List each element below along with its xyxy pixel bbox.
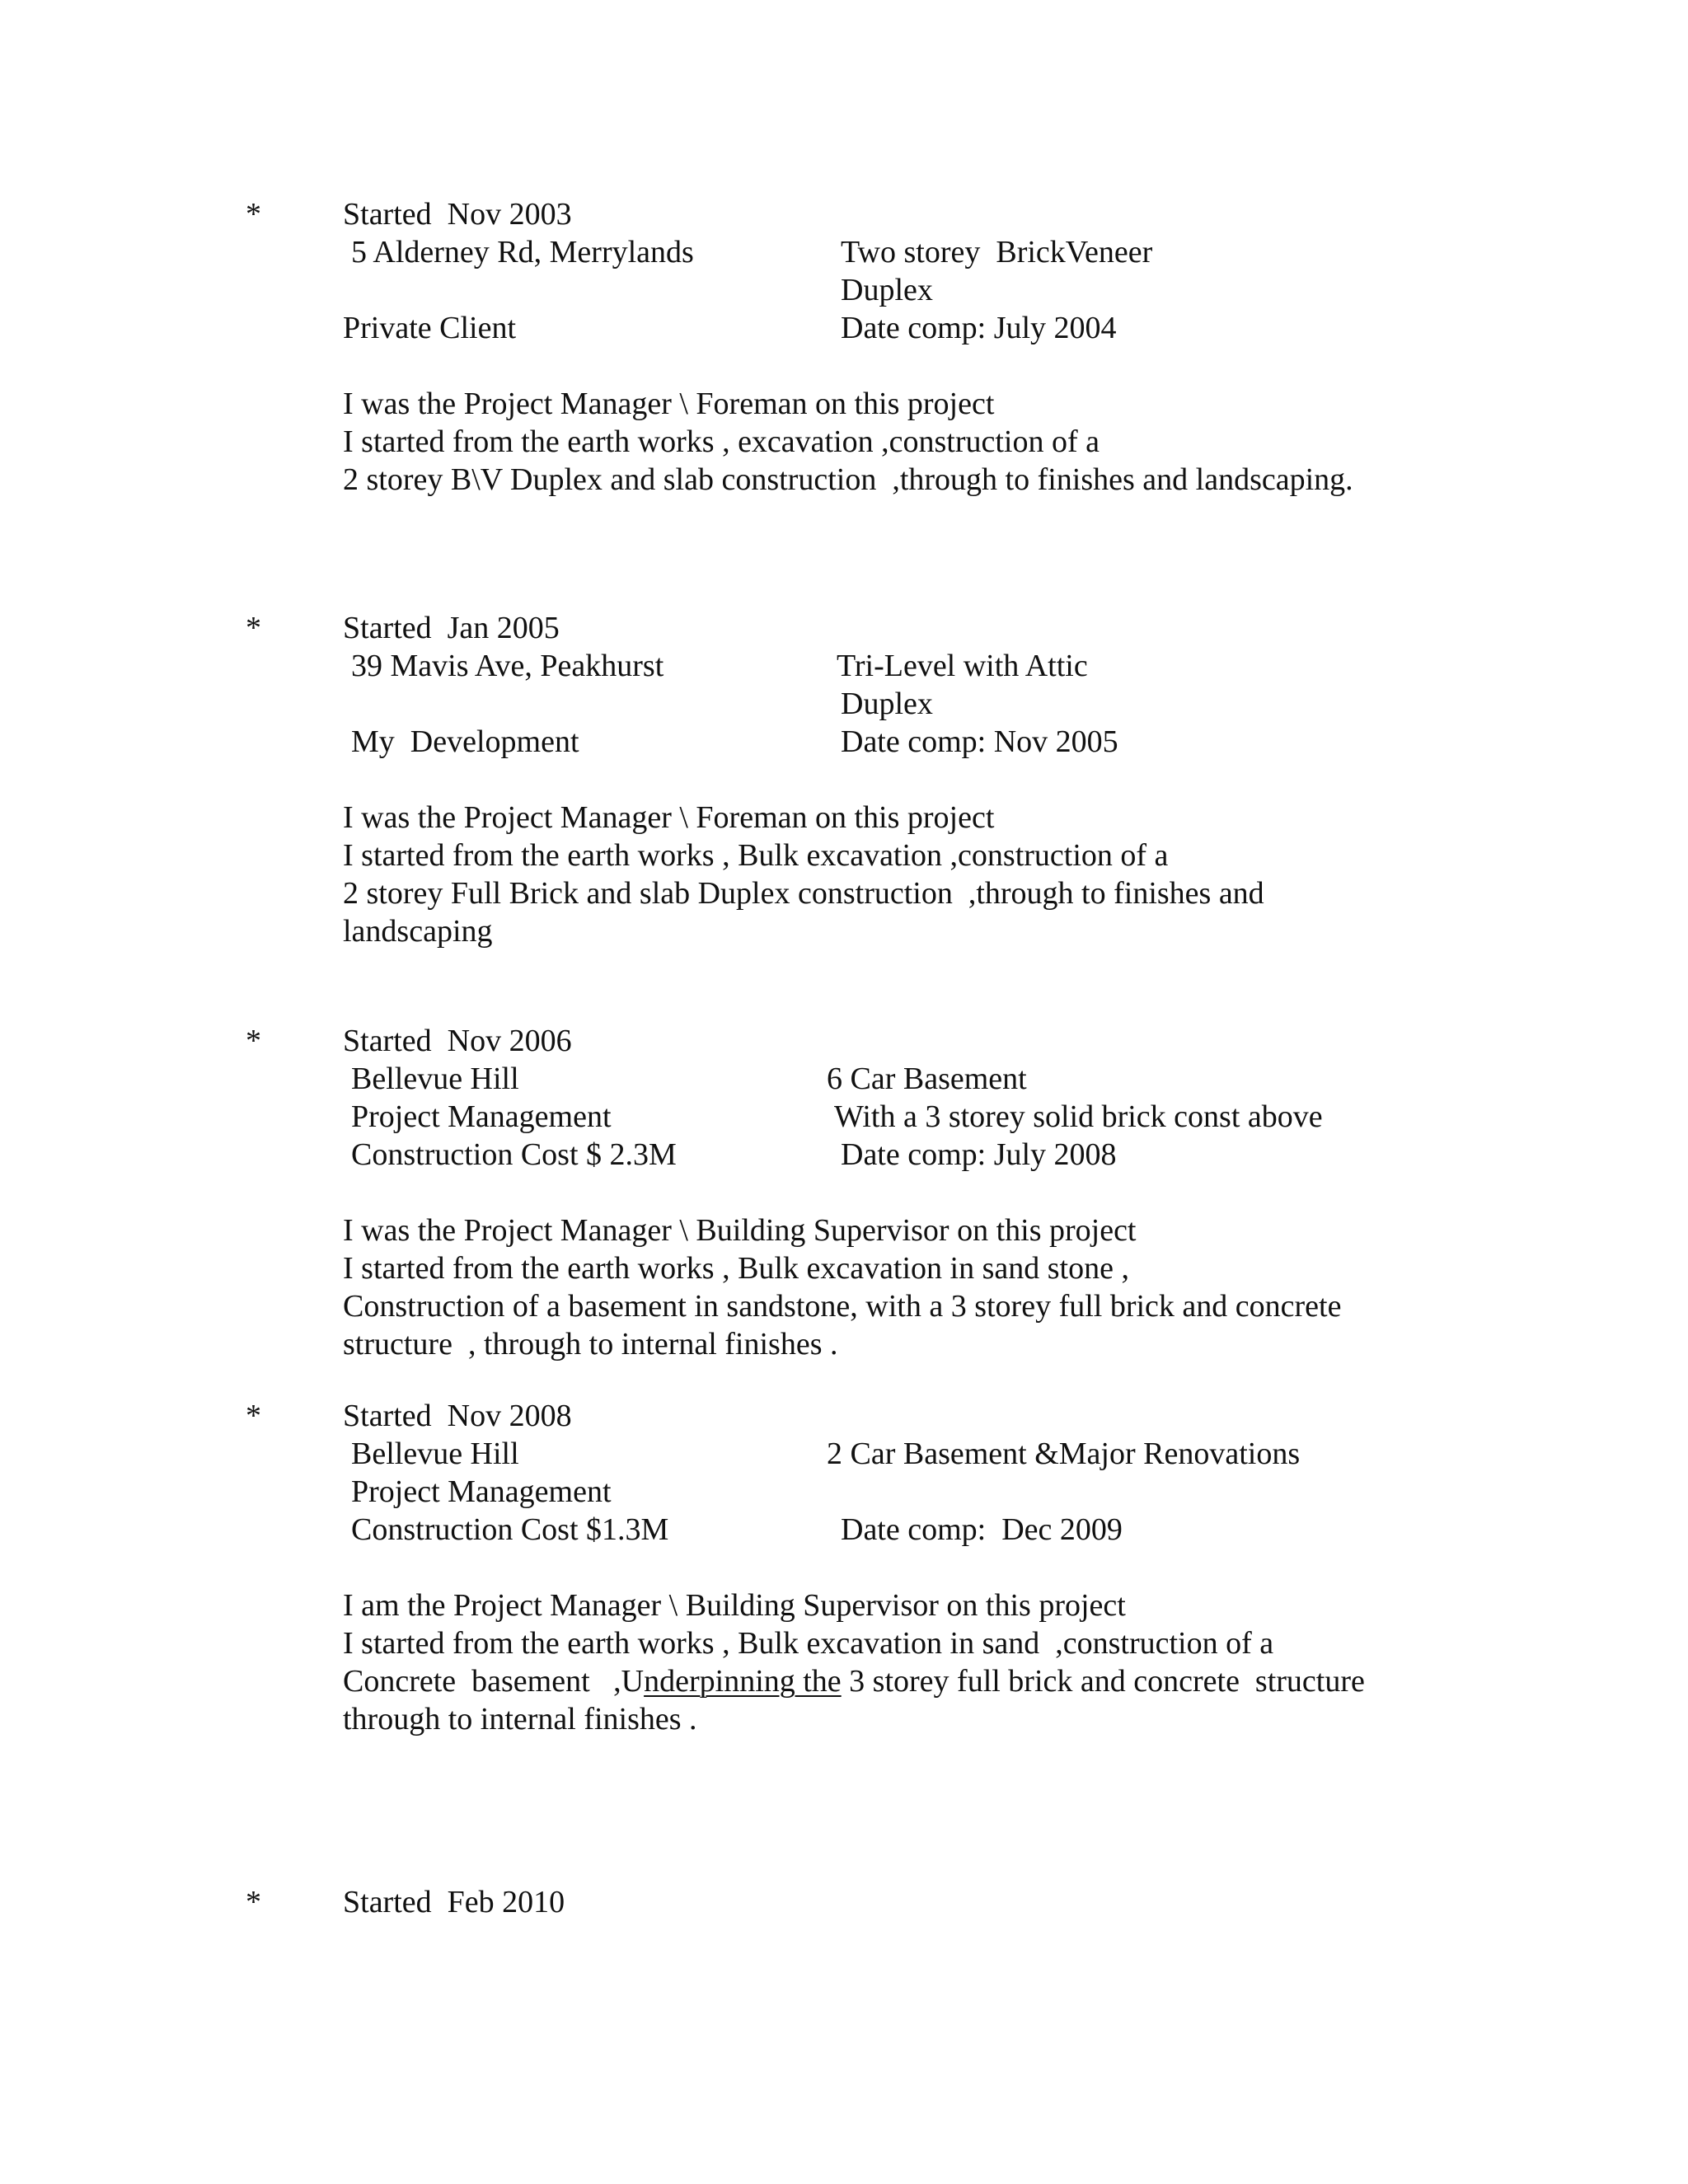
description-line: Construction of a basement in sandstone, with a 3 storey full brick and concrete: [343, 1289, 1342, 1324]
bullet-marker: *: [246, 197, 261, 232]
started-date: Started Nov 2003: [343, 197, 572, 232]
started-date: Started Feb 2010: [343, 1885, 565, 1919]
project-location: Bellevue Hill: [351, 1062, 519, 1096]
bullet-marker: *: [246, 1885, 261, 1919]
description-line: I started from the earth works , excavation ,construction of a: [343, 424, 1100, 459]
project-role: Project Management: [351, 1474, 612, 1509]
date-completed: Date comp: Nov 2005: [841, 724, 1118, 759]
description-line: structure , through to internal finishes .: [343, 1327, 838, 1361]
description-line: I started from the earth works , Bulk excavation in sand stone ,: [343, 1251, 1129, 1286]
started-date: Started Nov 2008: [343, 1399, 572, 1433]
description-line: through to internal finishes .: [343, 1702, 697, 1736]
building-type-line2: Duplex: [841, 273, 933, 307]
building-type: 6 Car Basement: [827, 1062, 1027, 1096]
project-location: 5 Alderney Rd, Merrylands: [351, 235, 694, 269]
started-date: Started Jan 2005: [343, 611, 560, 645]
project-location: 39 Mavis Ave, Peakhurst: [351, 649, 664, 683]
description-line: 2 storey Full Brick and slab Duplex construction ,through to finishes and: [343, 876, 1264, 911]
description-text: Concrete basement ,U: [343, 1664, 645, 1699]
description-line: I was the Project Manager \ Foreman on this project: [343, 387, 995, 421]
building-type-line2: With a 3 storey solid brick const above: [834, 1099, 1323, 1134]
bullet-marker: *: [246, 1024, 261, 1058]
description-text: 3 storey full brick and concrete structure: [841, 1664, 1365, 1699]
underlined-text: nderpinning the: [644, 1664, 842, 1699]
date-completed: Date comp: July 2008: [841, 1137, 1117, 1172]
bullet-marker: *: [246, 1399, 261, 1433]
description-line: I was the Project Manager \ Building Supervisor on this project: [343, 1213, 1137, 1248]
building-type: Tri-Level with Attic: [837, 649, 1088, 683]
construction-cost: Construction Cost $ 2.3M: [351, 1137, 677, 1172]
bullet-marker: *: [246, 611, 261, 645]
description-line: I was the Project Manager \ Foreman on this project: [343, 800, 995, 835]
date-completed: Date comp: Dec 2009: [841, 1512, 1123, 1547]
building-type: Two storey BrickVeneer: [841, 235, 1153, 269]
client: My Development: [351, 724, 579, 759]
client: Private Client: [343, 311, 517, 345]
description-line: landscaping: [343, 914, 493, 949]
project-role: Project Management: [351, 1099, 612, 1134]
description-line: I started from the earth works , Bulk excavation ,construction of a: [343, 838, 1169, 873]
construction-cost: Construction Cost $1.3M: [351, 1512, 669, 1547]
description-line: I am the Project Manager \ Building Supervisor on this project: [343, 1588, 1126, 1623]
description-line: 2 storey B\V Duplex and slab construction ,through to finishes and landscaping.: [343, 462, 1353, 497]
description-line: [343, 1662, 1365, 1700]
started-date: Started Nov 2006: [343, 1024, 572, 1058]
building-type-line2: Duplex: [841, 687, 933, 721]
project-location: Bellevue Hill: [351, 1436, 519, 1471]
date-completed: Date comp: July 2004: [841, 311, 1117, 345]
description-line: I started from the earth works , Bulk excavation in sand ,construction of a: [343, 1626, 1274, 1661]
building-type: 2 Car Basement &Major Renovations: [827, 1436, 1301, 1471]
